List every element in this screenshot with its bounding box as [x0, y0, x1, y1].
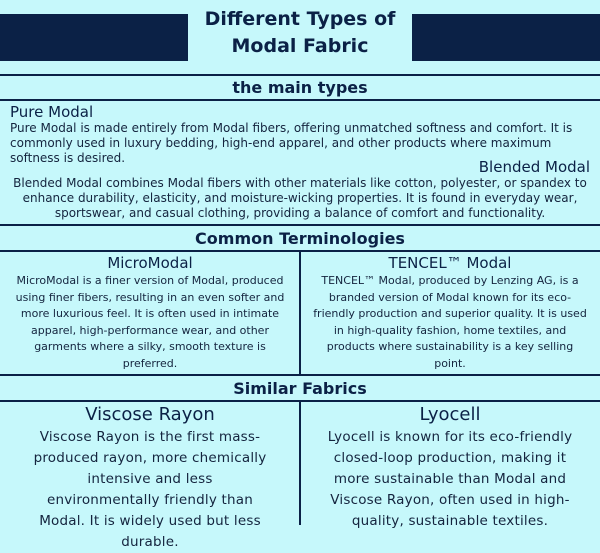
header-bar-right	[412, 14, 600, 61]
divider-similar-vertical	[299, 400, 301, 525]
lyocell-text: Lyocell is known for its eco-friendly closed-loop production, making it more sustainable than Modal and Viscose Rayon, often used in high-quality, sustainable textiles.	[327, 429, 573, 529]
divider-main-types-top	[0, 74, 600, 76]
page-title-line-1: Different Types of	[204, 8, 396, 30]
pure-modal-text: Pure Modal is made entirely from Modal fibers, offering unmatched softness and comfort. It is commonly used in luxury bedding, high-end apparel, and other products where maximum softness is desired.	[10, 121, 573, 165]
divider-similar-top	[0, 374, 600, 376]
page-title-line-2: Modal Fabric	[231, 35, 369, 57]
lyocell-title: Lyocell	[419, 404, 481, 425]
tencel-modal-text: TENCEL™ Modal, produced by Lenzing AG, is a branded version of Modal known for its eco-friendly production and superior quality. It is used in high-quality fashion, home textiles, and products where sustainability is a key selling point.	[313, 274, 587, 370]
pure-modal-title: Pure Modal	[10, 103, 94, 121]
viscose-rayon-title: Viscose Rayon	[85, 404, 215, 425]
section-heading-terminologies: Common Terminologies	[195, 229, 405, 248]
blended-modal-text: Blended Modal combines Modal fibers with other materials like cotton, polyester, or spandex to enhance durability, elasticity, and moisture-wicking properties. It is found in everyday wear, sportswear, and casual clothing, providing a balance of comfort and functionality.	[13, 176, 587, 220]
divider-terminologies-vertical	[299, 250, 301, 374]
section-heading-main-types: the main types	[232, 78, 368, 97]
blended-modal-title: Blended Modal	[478, 158, 590, 176]
page-title	[196, 6, 404, 66]
micromodal-text: MicroModal is a finer version of Modal, produced using finer fibers, resulting in an even softer and more luxurious feel. It is often used in intimate apparel, high-performance wear, and other garments where a silky, smooth texture is preferred.	[15, 274, 285, 370]
divider-main-types-bottom	[0, 99, 600, 101]
header-bar-left	[0, 14, 188, 61]
tencel-modal-title: TENCEL™ Modal	[388, 254, 512, 272]
viscose-rayon-text: Viscose Rayon is the first mass-produced rayon, more chemically intensive and less environmentally friendly than Modal. It is widely used but less durable.	[33, 429, 267, 550]
micromodal-title: MicroModal	[107, 254, 193, 272]
section-heading-similar: Similar Fabrics	[233, 379, 367, 398]
divider-terminologies-top	[0, 224, 600, 226]
